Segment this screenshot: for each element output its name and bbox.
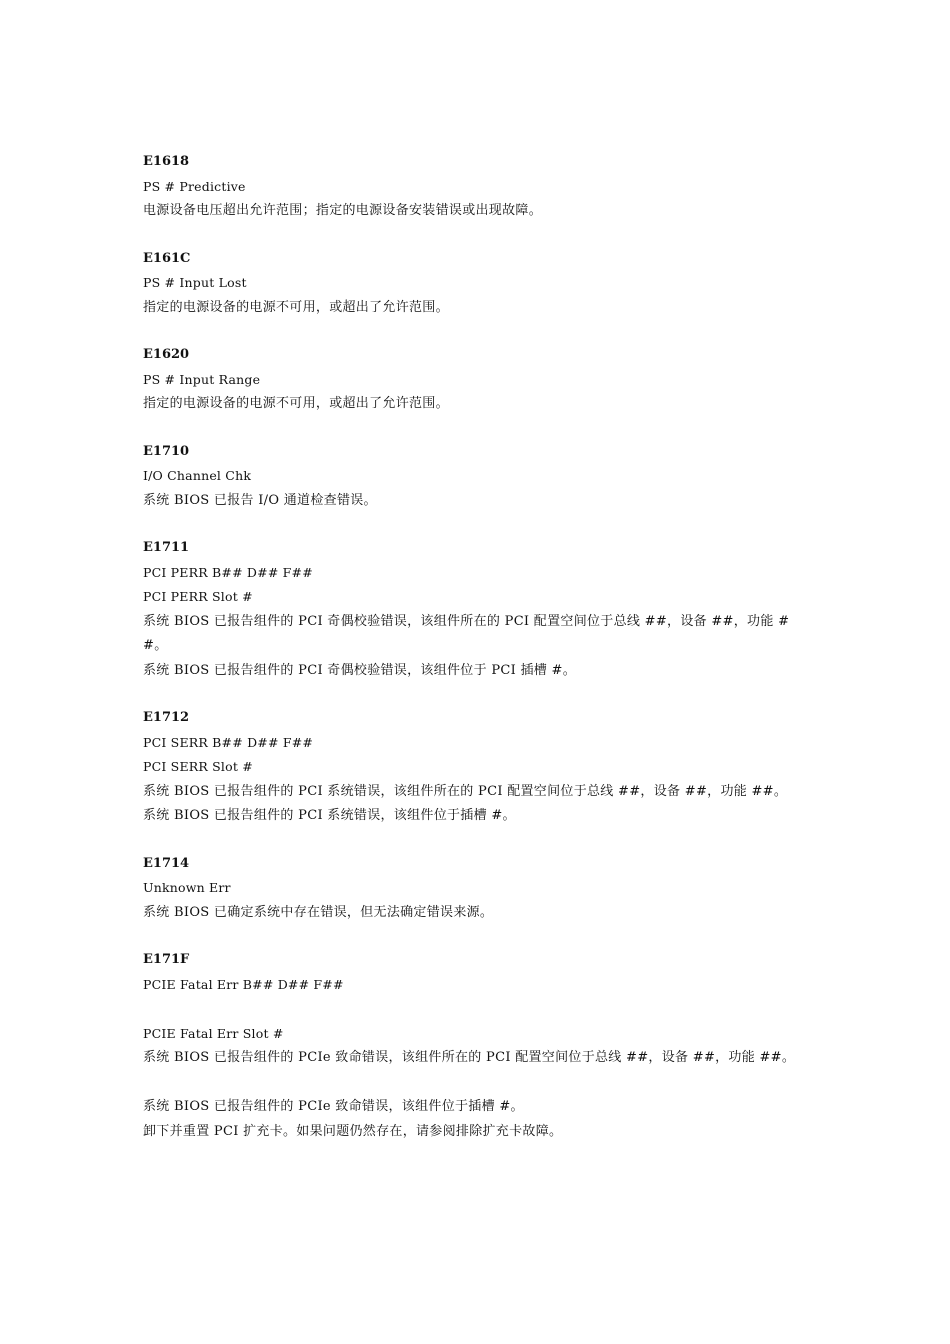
- error-entry: [143, 706, 808, 829]
- error-description: 系统 BIOS 已报告组件的 PCI 系统错误，该组件位于插槽 #。: [143, 808, 516, 823]
- error-code: E1710: [143, 443, 190, 459]
- error-description: 系统 BIOS 已确定系统中存在错误，但无法确定错误来源。: [143, 904, 494, 920]
- error-description: 系统 BIOS 已报告 I/O 通道检查错误。: [143, 492, 377, 508]
- error-description: 系统 BIOS 已报告组件的 PCIe 致命错误，该组件所在的 PCI 配置空间位于总线 ##，设备 ##，功能 ##。: [143, 1050, 796, 1065]
- error-message: PCI PERR B## D## F##: [143, 564, 313, 580]
- error-entry: [143, 343, 808, 417]
- error-entry: [143, 150, 808, 224]
- error-code: E1711: [143, 540, 190, 555]
- error-description: 系统 BIOS 已报告组件的 PCI 奇偶校验错误，该组件所在的 PCI 配置空间位于总线 ##，设备 ##，功能 ##。: [143, 613, 790, 653]
- error-message: Unknown Err: [143, 880, 231, 895]
- error-description: 系统 BIOS 已报告组件的 PCI 奇偶校验错误，该组件位于 PCI 插槽 #。: [143, 662, 577, 678]
- error-entry: [143, 852, 808, 926]
- error-message: PS # Input Lost: [143, 275, 247, 290]
- error-message: PS # Input Range: [143, 371, 261, 387]
- error-description: 系统 BIOS 已报告组件的 PCIe 致命错误，该组件位于插槽 #。: [143, 1099, 524, 1114]
- error-description: 系统 BIOS 已报告组件的 PCI 系统错误，该组件所在的 PCI 配置空间位于总线 ##，设备 ##，功能 ##。: [143, 783, 788, 799]
- error-description: 指定的电源设备的电源不可用，或超出了允许范围。: [143, 299, 449, 315]
- error-code: E1618: [143, 154, 190, 169]
- blank-line: [143, 1071, 808, 1096]
- error-description: 电源设备电压超出允许范围；指定的电源设备安装错误或出现故障。: [143, 203, 543, 218]
- error-description: 指定的电源设备的电源不可用，或超出了允许范围。: [143, 396, 449, 411]
- error-message: PCIE Fatal Err B## D## F##: [143, 976, 344, 992]
- error-message: PCIE Fatal Err Slot #: [143, 1025, 284, 1041]
- error-entry: [143, 247, 808, 321]
- error-message: PS # Predictive: [143, 178, 246, 194]
- error-code: E1712: [143, 710, 190, 725]
- error-message: PCI SERR B## D## F##: [143, 734, 314, 750]
- error-entry: [143, 440, 808, 514]
- error-code: E171F: [143, 952, 190, 967]
- error-entry: [143, 536, 808, 683]
- error-entry: [143, 948, 808, 1144]
- error-message: I/O Channel Chk: [143, 468, 252, 483]
- error-code: E1620: [143, 347, 190, 362]
- error-code: E161C: [143, 250, 191, 266]
- error-message: PCI PERR Slot #: [143, 589, 253, 604]
- document-page: [143, 150, 808, 1167]
- error-description: 卸下并重置 PCI 扩充卡。如果问题仍然存在，请参阅排除扩充卡故障。: [143, 1123, 563, 1139]
- error-code: E1714: [143, 855, 190, 871]
- blank-line: [143, 997, 808, 1022]
- error-message: PCI SERR Slot #: [143, 759, 253, 774]
